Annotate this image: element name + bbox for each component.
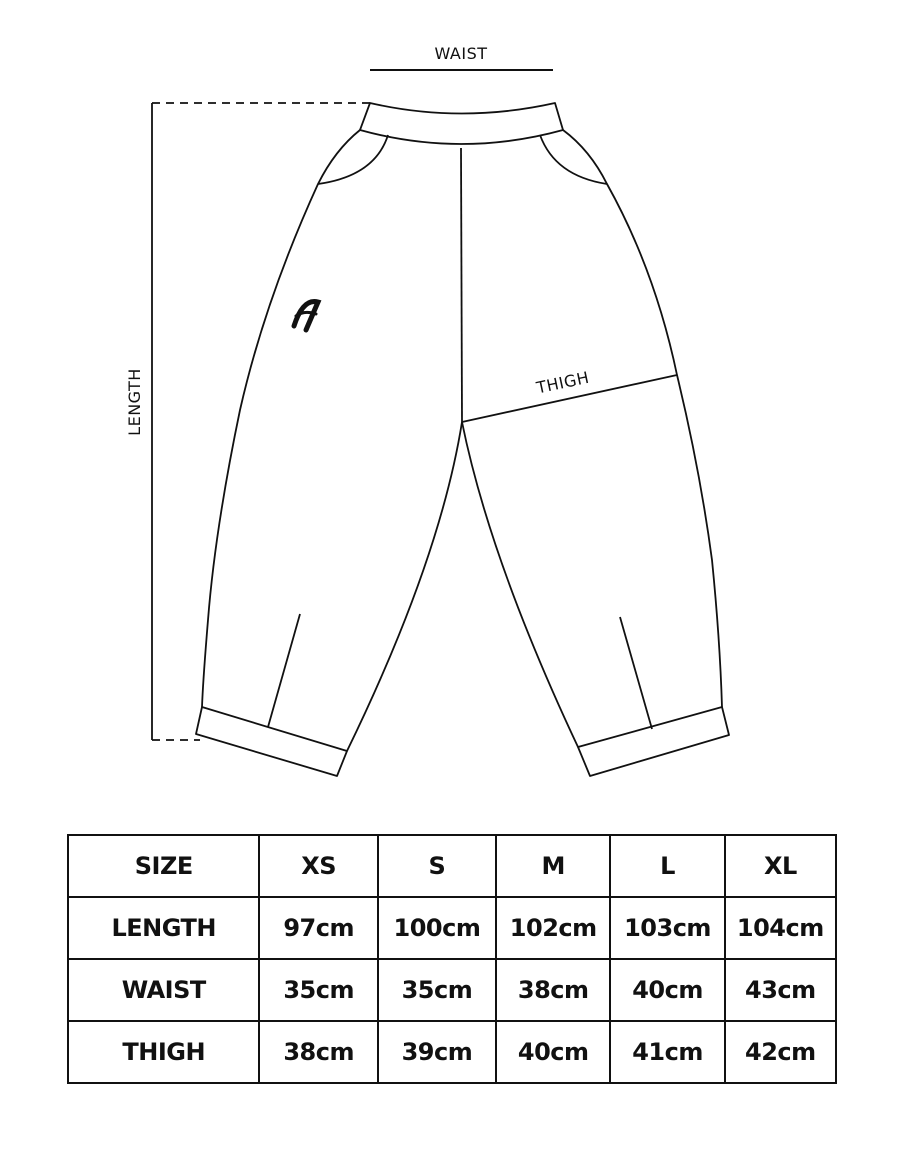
pants-outline [196,103,729,776]
table-cell: 97cm [259,897,377,959]
header-size-xs: XS [259,835,377,897]
logo [294,302,318,331]
table-cell: 41cm [610,1021,724,1083]
table-row-thigh [68,1021,836,1083]
header-size-label: SIZE [68,835,259,897]
table-cell: 38cm [496,959,610,1021]
row-label: WAIST [68,959,259,1021]
header-size-xl: XL [725,835,836,897]
table-cell: 100cm [378,897,496,959]
table-cell: 43cm [725,959,836,1021]
table-cell: 38cm [259,1021,377,1083]
thigh-label: THIGH [534,367,591,398]
table-cell: 40cm [610,959,724,1021]
table-cell: 39cm [378,1021,496,1083]
header-size-l: L [610,835,724,897]
header-size-s: S [378,835,496,897]
length-measure [152,103,370,740]
length-label: LENGTH [125,368,144,436]
table-cell: 102cm [496,897,610,959]
table-cell: 103cm [610,897,724,959]
table-cell: 42cm [725,1021,836,1083]
table-cell: 104cm [725,897,836,959]
table-row-length [68,897,836,959]
table-cell: 35cm [259,959,377,1021]
table-cell: 35cm [378,959,496,1021]
row-label: THIGH [68,1021,259,1083]
table-row-waist [68,959,836,1021]
table-header-row [68,835,836,897]
row-label: LENGTH [68,897,259,959]
table-cell: 40cm [496,1021,610,1083]
waist-label: WAIST [434,44,488,63]
header-size-m: M [496,835,610,897]
size-chart-table [67,834,837,1084]
